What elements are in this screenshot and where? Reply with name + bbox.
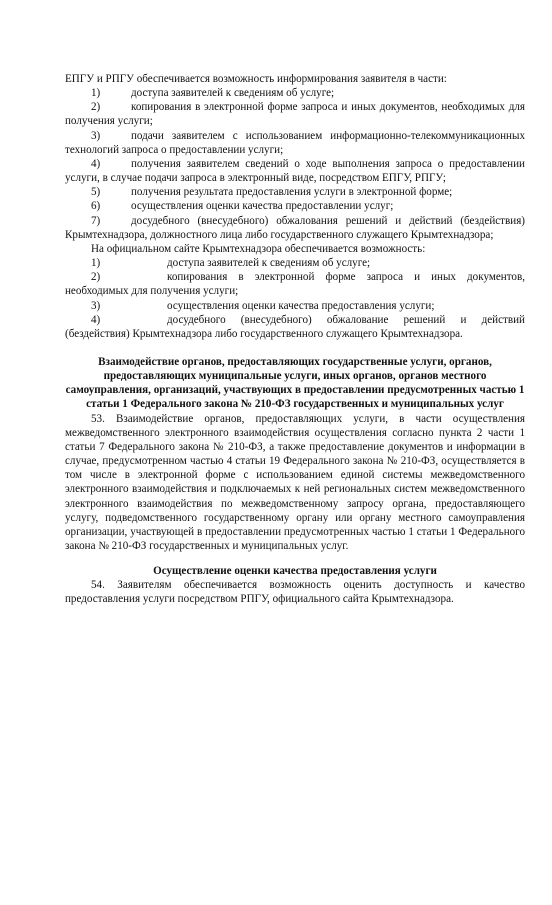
list-item: [65, 86, 525, 100]
section-heading: Взаимодействие органов, предоставляющих государственные услуги, органов, предоставляющих муниципальные услуги, иных органов, органов местного самоуправления, организаций, участвующих в предоставлении предусмотренных частью 1 статьи 1 Федерального закона № 210-ФЗ государственных и муниципальных услуг: [65, 355, 525, 411]
list-item-number: 2): [91, 271, 101, 284]
site-paragraph: На официальном сайте Крымтехнадзора обеспечивается возможность:: [91, 242, 426, 255]
list-item: [65, 185, 525, 199]
intro-paragraph: ЕПГУ и РПГУ обеспечивается возможность информирования заявителя в части:: [65, 73, 447, 85]
list-item: [65, 214, 525, 242]
list-item-number: 7): [91, 214, 101, 227]
list-item-number: 5): [91, 186, 101, 199]
list-item-number: 3): [91, 129, 101, 142]
list-item: [65, 199, 525, 213]
list-item-text: осуществления оценки качества предоставления услуги;: [167, 299, 435, 312]
list-item: [65, 270, 525, 298]
paragraph-54: 54. Заявителям обеспечивается возможность оценить доступность и качество предоставления услуги посредством РПГУ, официального сайта Крымтехнадзора.: [65, 579, 525, 606]
list-item-number: 1): [91, 87, 101, 100]
list-item: [65, 313, 525, 341]
list-item-number: 6): [91, 200, 101, 213]
epgu-capabilities-list: [65, 86, 525, 242]
paragraph-53: 53. Взаимодействие органов, предоставляющих услуги, в части осуществления межведомственного электронного взаимодействия осуществления согласно пункта 2 части 1 статьи 7 Федерального закона № 210-ФЗ, а также предоставление документов и информации в случае, предусмотренном частью 4 статьи 19 Федерального закона № 210-ФЗ, осуществляется в том числе в электронной форме с использованием единой системы межведомственного электронного взаимодействия и подключаемых к ней региональных систем межведомственного электронного взаимодействия по межведомственному запросу органа, предоставляющего услугу, подведомственного государственному органу или органу местного самоуправления организации, участвующей в предоставлении предусмотренных частью 1 статьи 1 Федерального закона № 210-ФЗ государственных и муниципальных услуг.: [65, 412, 525, 552]
list-item-text: осуществления оценки качества предоставлении услуг;: [131, 200, 394, 213]
list-item-number: 4): [91, 313, 101, 326]
list-item-text: копирования в электронной форме запроса и иных документов, необходимых для получения услуги;: [65, 101, 525, 128]
list-item-text: доступа заявителей к сведениям об услуге;: [167, 257, 371, 270]
list-item-text: доступа заявителей к сведениям об услуге;: [131, 87, 335, 100]
list-item: [65, 129, 525, 157]
list-item: [65, 157, 525, 185]
list-item-text: досудебного (внесудебного) обжалования решений и действий (бездействия) Крымтехнадзора, должностного лица либо государственного служащего Крымтехнадзора;: [65, 214, 525, 241]
list-item-text: получения результата предоставления услуги в электронной форме;: [131, 186, 453, 199]
list-item-number: 2): [91, 101, 101, 114]
list-item: [65, 299, 525, 313]
list-item-text: досудебного (внесудебного) обжалование решений и действий (бездействия) Крымтехнадзора либо государственного служащего Крымтехнадзора.: [65, 313, 525, 340]
list-item: [65, 256, 525, 270]
site-capabilities-list: [65, 256, 525, 341]
list-item-number: 4): [91, 157, 101, 170]
list-item-text: подачи заявителем с использованием информационно-телекоммуникационных технологий запроса о предоставлении услуги;: [65, 129, 525, 156]
document-body: [65, 72, 525, 607]
section-heading: Осуществление оценки качества предоставления услуги: [153, 565, 437, 578]
list-item: [65, 100, 525, 128]
list-item-number: 3): [91, 299, 101, 312]
list-item-text: получения заявителем сведений о ходе выполнения запроса о предоставлении услуги, в случае подачи запроса в электронный виде, посредством ЕПГУ, РПГУ;: [65, 157, 525, 185]
list-item-text: копирования в электронной форме запроса и иных документов, необходимых для получения услуги;: [65, 271, 525, 298]
list-item-number: 1): [91, 257, 101, 270]
